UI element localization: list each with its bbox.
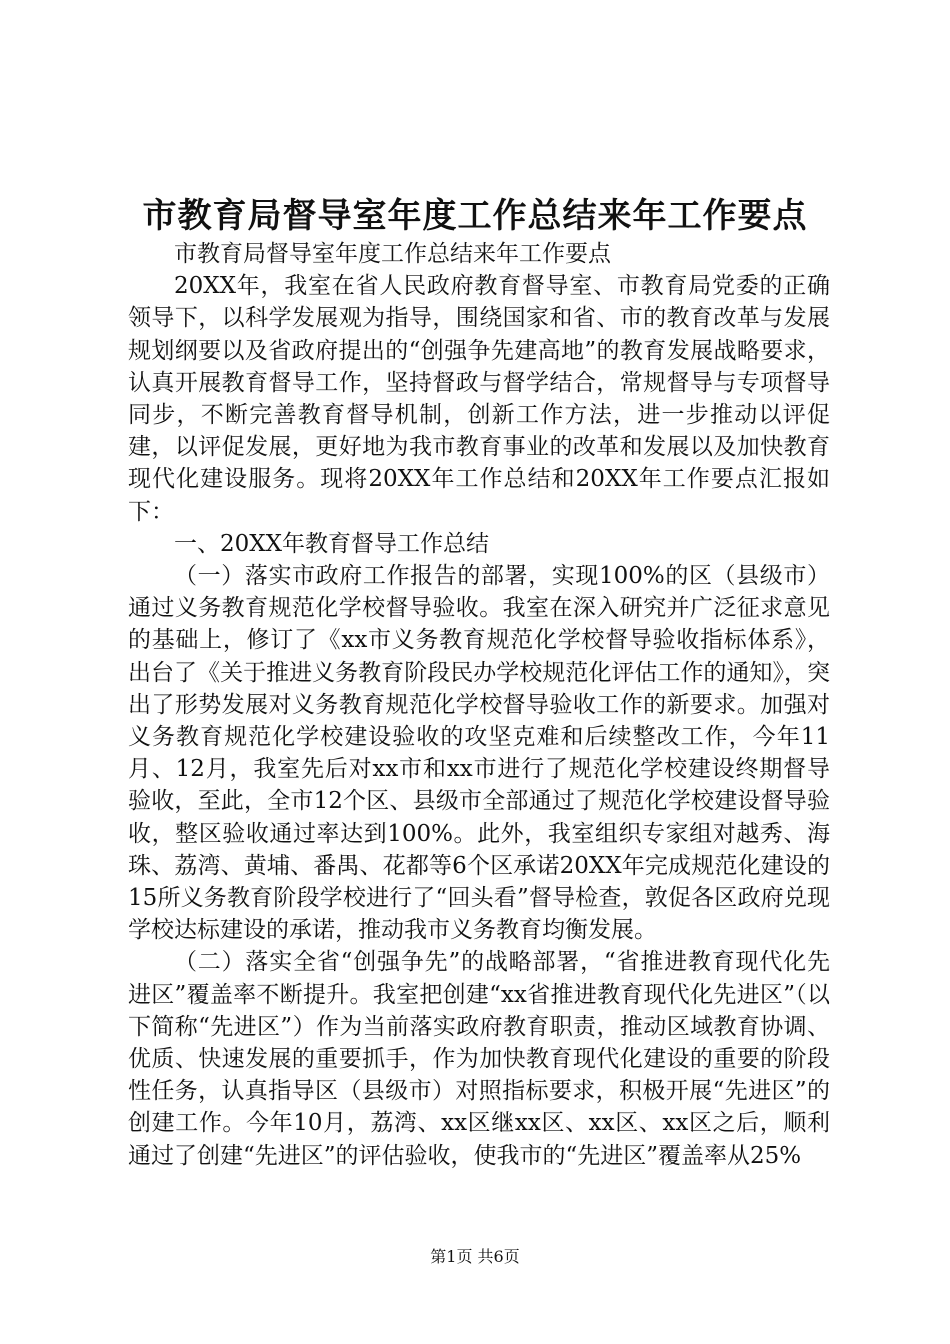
document-body: [128, 238, 830, 1172]
paragraph-item-2: （二）落实全省“创强争先”的战略部署，“省推进教育现代化先进区”覆盖率不断提升。我室把创建“xx省推进教育现代化先进区”（以下简称“先进区”）作为当前落实政府教育职责，推动区域教育协调、优质、快速发展的重要抓手，作为加快教育现代化建设的重要的阶段性任务，认真指导区（县级市）对照指标要求，积极开展“先进区”的创建工作。今年10月，荔湾、xx区继xx区、xx区、xx区之后，顺利通过了创建“先进区”的评估验收，使我市的“先进区”覆盖率从25%: [128, 949, 830, 1169]
document-title: 市教育局督导室年度工作总结来年工作要点: [142, 196, 808, 236]
paragraph-intro: 20XX年，我室在省人民政府教育督导室、市教育局党委的正确领导下，以科学发展观为指导，围绕国家和省、市的教育改革与发展规划纲要以及省政府提出的“创强争先建高地”的教育发展战略要求，认真开展教育督导工作，坚持督政与督学结合，常规督导与专项督导同步，不断完善教育督导机制，创新工作方法，进一步推动以评促建，以评促发展，更好地为我市教育事业的改革和发展以及加快教育现代化建设服务。现将20XX年工作总结和20XX年工作要点汇报如下：: [128, 273, 830, 525]
paragraph-item-1: （一）落实市政府工作报告的部署，实现100%的区（县级市）通过义务教育规范化学校督导验收。我室在深入研究并广泛征求意见的基础上，修订了《xx市义务教育规范化学校督导验收指标体系》，出台了《关于推进义务教育阶段民办学校规范化评估工作的通知》，突出了形势发展对义务教育规范化学校督导验收工作的新要求。加强对义务教育规范化学校建设验收的攻坚克难和后续整改工作，今年11月、12月，我室先后对xx市和xx市进行了规范化学校建设终期督导验收，至此，全市12个区、县级市全部通过了规范化学校建设督导验收，整区验收通过率达到100%。此外，我室组织专家组对越秀、海珠、荔湾、黄埔、番禺、花都等6个区承诺20XX年完成规范化建设的15所义务教育阶段学校进行了“回头看”督导检查，敦促各区政府兑现学校达标建设的承诺，推动我市义务教育均衡发展。: [128, 563, 830, 944]
page-footer: 第1页 共6页: [430, 1247, 520, 1266]
section-heading-1: 一、20XX年教育督导工作总结: [174, 530, 490, 557]
paragraph-subtitle: 市教育局督导室年度工作总结来年工作要点: [174, 241, 611, 267]
